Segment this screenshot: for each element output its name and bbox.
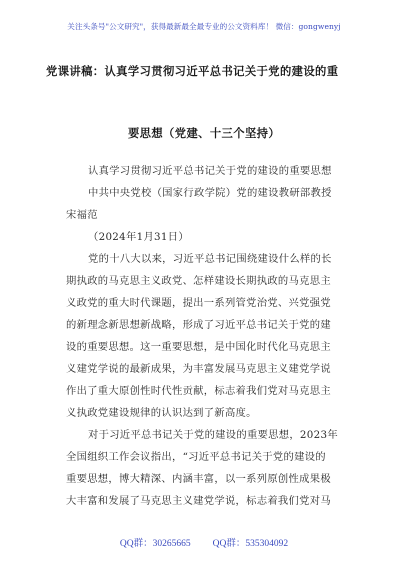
body-line: 认真学习贯彻习近平总书记关于党的建设的重要思想 xyxy=(88,165,332,177)
body-line: （2024年1月31日） xyxy=(88,231,189,243)
body-line: 重要思想，博大精深、内涵丰富，以一系列原创性成果极 xyxy=(66,473,331,485)
header-banner: 关注头条号"公文研究"，获得最新最全最专业的公文资料库！ 微信：gongwenyj xyxy=(67,22,341,31)
footer-qq-group-2: QQ群：535304092 xyxy=(212,539,289,549)
body-line: 中共中央党校（国家行政学院）党的建设教研部教授 xyxy=(88,187,332,199)
footer-qq-group-1: QQ群：30265665 xyxy=(119,539,191,549)
document-title-line-2: 要思想（党建、十三个坚持） xyxy=(127,126,281,140)
body-line: 义建党学说的最新成果，为丰富发展马克思主义建党学说 xyxy=(66,363,331,375)
body-line: 义政党的重大时代课题，提出一系列管党治党、兴党强党 xyxy=(66,297,331,309)
footer xyxy=(0,535,408,549)
body-line: 期执政的马克思主义政党、怎样建设长期执政的马克思主 xyxy=(66,275,331,287)
body-line: 设的重要思想。这一重要思想，是中国化时代化马克思主 xyxy=(66,341,331,353)
body-line: 全国组织工作会议指出，“习近平总书记关于党的建设的 xyxy=(66,451,326,463)
body-line: 作出了重大原创性时代性贡献，标志着我们党对马克思主 xyxy=(66,385,331,397)
body-line: 义执政党建设规律的认识达到了新高度。 xyxy=(66,407,257,419)
body-line: 宋福范 xyxy=(66,209,98,221)
body-line: 党的十八大以来，习近平总书记围绕建设什么样的长 xyxy=(88,253,332,265)
body-line: 的新理念新思想新战略，形成了习近平总书记关于党的建 xyxy=(66,319,331,331)
document-title-line-1: 党课讲稿：认真学习贯彻习近平总书记关于党的建设的重 xyxy=(46,64,339,78)
body-line: 大丰富和发展了马克思主义建党学说，标志着我们党对马 xyxy=(66,495,331,507)
body-line: 对于习近平总书记关于党的建设的重要思想，2023年 xyxy=(88,429,338,441)
